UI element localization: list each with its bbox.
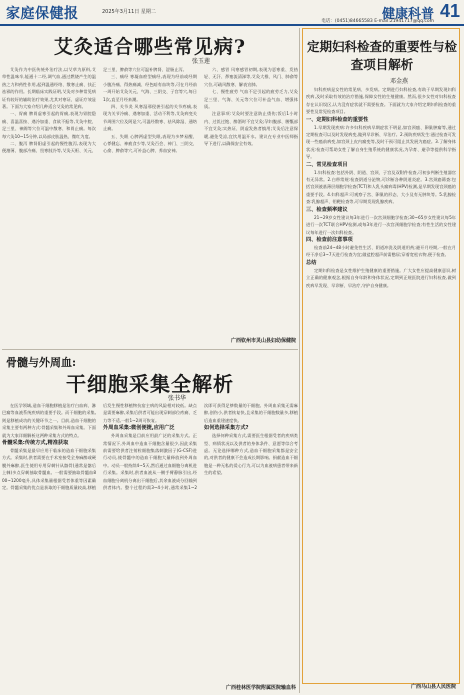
section-title: 健康科普 <box>381 7 434 22</box>
article-body <box>2 402 298 685</box>
paragraph: 二、腹泻 脾肾阳虚引起的慢性腹泻,表现为大便溏薄、腹部冷痛、畏寒肢冷等,艾灸天枢、关元、足三里、脾俞等穴位可温补脾肾、涩肠止泻。 <box>2 67 187 154</box>
page-number: 41 <box>439 1 460 21</box>
masthead-logo: 家庭保健报 <box>6 6 79 22</box>
right-column <box>302 28 462 693</box>
article-body <box>306 86 456 671</box>
paragraph: 六、感冒 风寒感冒初期,表现为恶寒重、发热轻、无汗、鼻塞流清涕等,艾灸大椎、风门、肺俞等穴位,可疏风散寒、解表宣肺。 <box>204 67 298 87</box>
article-title: 定期妇科检查的重要性与检查项目解析 <box>306 39 457 72</box>
article-author: 邓金燕 <box>389 78 408 85</box>
paragraph: 一、胃痛 脾胃虚寒引起的胃痛,表现为胃脘隐痛、喜温喜按、遇冷加重、食欲不振等,艾灸中脘、足三里、神阙等穴位可温中散寒、和胃止痛。每次每穴灸10~15分钟,以局部皮肤温热、微红为度。 <box>2 111 96 139</box>
paragraph: 妇科疾病是女性的常见病、多发病。定期进行妇科检查,有助于早期发现妇科疾病,及时采取有效的治疗措施,保障女性的生殖健康。然而,很多女性对妇科检查存在认识误区,认为没有症状就不需要检查。下面就为大家介绍定期妇科检查的重要性及常见检查项目。 <box>306 87 456 115</box>
article-divider <box>2 349 298 350</box>
page-header <box>0 0 464 22</box>
article-stem-cells <box>2 352 298 693</box>
paragraph: 选择何种采集方式,需要医生根据受者的疾病类型、病情状况以及供者的身体条件、意愿等综合考虑。无论选择哪种方式,造血干细胞采集都是安全的,对供者的健康不会造成长期影响。捐献造血干细胞是一种无私的爱心行为,可以为血液病患者带来新生的希望。 <box>204 433 298 476</box>
paragraph: 定期妇科检查是女性维护生殖健康的重要措施。广大女性应提高健康意识,树立正确的健康观念,根据自身年龄和身体状况,定期到正规医院进行妇科检查,做到疾病早发现、早诊断、早治疗,守护自身健康。 <box>306 267 456 288</box>
paragraph: 在医学领域,造血干细胞移植是治疗白血病、淋巴瘤等血液系统疾病的重要手段。而干细胞的采集,则是移植成功的关键环节之一。目前,造血干细胞的采集主要有两种方式:骨髓采集和外周血采集。下面就为大家详细解析这两种采集方式的特点。 <box>2 403 96 438</box>
paragraph: 艾灸作为中医传统外治疗法,以艾草为原料,艾草性温味辛,能通十二经,调气血,通过燃烧产生的温热之力和药性作用,起到温通经络、散寒止痛、扶正祛邪的作用。长期临床实践证明,艾灸对多种常见病证有较好的辅助治疗效果,尤其对寒证、虚证疗效显著。下面为大家介绍几种适合艾灸的常见病。 <box>2 67 96 110</box>
paragraph: 外周血采集是目前应用最广泛的采集方式。正常情况下,外周血中造血干细胞含量很少,因此采集前需要给供者注射粒细胞集落刺激因子(G-CSF)进行动员,使骨髓中的造血干细胞大量释放到外周血中。动员一般持续4~5天,然后通过血细胞分离机进行采集。采集时,供者血液从一侧手臂静脉引出,经血细胞分离机分离出干细胞后,其余血液成分回输到供者体内。整个过程约需3~4小时,通常采集1~2次即可获得足够数量的干细胞。外周血采集无需麻醉,创伤小,供者恢复快,且采集的干细胞数量多,移植后造血重建速度快。 <box>103 403 298 491</box>
paragraph: 七、慢性疲劳 气血不足引起的疲劳乏力,艾灸足三里、气海、关元等穴位可补益气血、增强体质。 <box>204 89 298 110</box>
article-author: 张玉莲 <box>191 58 210 65</box>
left-column <box>2 28 298 693</box>
paragraph: 注意事项:艾灸时要注意防止烫伤;饭后1小时内、过饥过饱、醉酒时不宜艾灸;孕妇腹部、腰骶部不宜艾灸;实热证、阴虚发热者慎用;艾灸后注意保暖,避免受凉,宜饮用温开水。建议在专业中医师指导下进行,以确保安全有效。 <box>204 111 298 147</box>
article-moxibustion <box>2 28 298 346</box>
article-title: 干细胞采集全解析 <box>66 372 234 396</box>
article-author: 张书华 <box>167 395 186 402</box>
article-title: 艾灸适合哪些常见病? <box>53 36 247 58</box>
article-source: 广西桂林医学院附属医院输血科 <box>225 685 296 691</box>
section-heading: 四、检查前注意事项 <box>306 236 353 243</box>
section-heading: 总结 <box>306 259 317 266</box>
paragraph: 检查前24~48小时避免性生活、阴道冲洗及阴道用药;避开月经期,一般在月经干净后3~7天进行检查为宜;做盆腔超声前需憋尿;穿着宽松衣物,便于检查。 <box>306 244 456 258</box>
paragraph: 21~29岁女性建议每3年进行一次宫颈细胞学检查;30~65岁女性建议每5年进行一次TCT联合HPV检测,或每3年进行一次宫颈细胞学检查;有性生活的女性建议每年进行一次妇科检查。 <box>306 214 456 235</box>
article-source: 广西马山县人民医院 <box>410 684 456 690</box>
paragraph: 五、失眠 心脾两虚型失眠,表现为多梦易醒、心悸健忘、神疲食少等,艾灸百会、神门、三阴交、心俞、脾俞等穴,可补益心脾、养血安神。 <box>103 133 197 154</box>
subheading: 外周血采集:微创便捷,应用广泛 <box>103 425 175 432</box>
section-heading: 二、常见检查项目 <box>306 161 348 168</box>
paragraph: 四、关节炎 风寒湿邪侵袭引起的关节疼痛,表现为关节冷痛、遇寒加重、活动不利等,艾灸病变关节周围穴位及阿是穴,可温经散寒、祛风除湿、通络止痛。 <box>103 104 197 132</box>
section-heading: 一、定期妇科检查的重要性 <box>306 116 369 123</box>
paragraph: 1.早期发现疾病:许多妇科疾病早期症状不明显,如宫颈癌、卵巢肿瘤等,通过定期检查可以及时发现病变,做到早诊断、早治疗。2.预防疾病发生:通过检查可发现一些癌前病变,如宫颈上皮内瘤变等,及时干预可阻止其发展为癌症。3.了解身体状况:检查可帮助女性了解自身生殖系统的健康状况,为孕育、避孕等提供科学指导。 <box>306 124 456 160</box>
article-source: 广西钦州市灵山县妇幼保健院 <box>230 338 296 344</box>
paragraph: 三、痛经 寒凝血瘀型痛经,表现为经前或经期小腹冷痛、得热痛减、经色暗有血块等,可在月经前一周开始艾灸关元、气海、三阴交、子宫等穴,每日1次,直至月经来潮。 <box>103 74 197 102</box>
article-pretitle: 骨髓与外周血: <box>6 356 77 369</box>
header-rule <box>0 24 464 26</box>
column-divider <box>299 28 300 693</box>
article-body <box>2 66 298 336</box>
subheading: 骨髓采集:传统方式,精准获取 <box>2 440 69 447</box>
issue-date: 2025年3月11日 星期二 <box>102 9 156 15</box>
subheading: 如何选择采集方式? <box>204 425 249 432</box>
paragraph: 骨髓采集是最早应用于临床的造血干细胞采集方式。采集时,供者需要在手术室接受全身麻醉或硬膜外麻醉,医生使用专用穿刺针从髂骨(通常是髂后上棘)多点穿刺抽取骨髓血。一般需要抽取骨髓血800~1200毫升,具体采集量根据受者体重等因素确定。骨髓采集的优点是获取的干细胞质量较高,移植后发生慢性移植物抗宿主病的风险相对较低。缺点是需要麻醉,采集后供者可能出现穿刺部位疼痛、乏力等不适,一般1~2周可恢复。 <box>2 403 197 491</box>
contact-line: 电话：(0451)84665583 E-mail:2194171​7@qq.com <box>321 19 434 24</box>
section-heading: 三、检查频率建议 <box>306 206 348 213</box>
paragraph: 1.妇科检查:包括外阴、阴道、宫颈、子宫及双附件检查,可初步判断生殖器官有无异常。2.白带常规:检查阴道分泌物,可诊断各种阴道炎症。3.宫颈癌筛查:包括宫颈液基薄层细胞学检查(TCT)和人乳头瘤病毒(HPV)检测,是早期发现宫颈癌的重要手段。4.妇科超声:可观察子宫、卵巢的形态、大小及有无肿块等。5.乳腺检查:乳腺超声、钼靶检查等,可早期发现乳腺疾病。 <box>306 169 456 205</box>
